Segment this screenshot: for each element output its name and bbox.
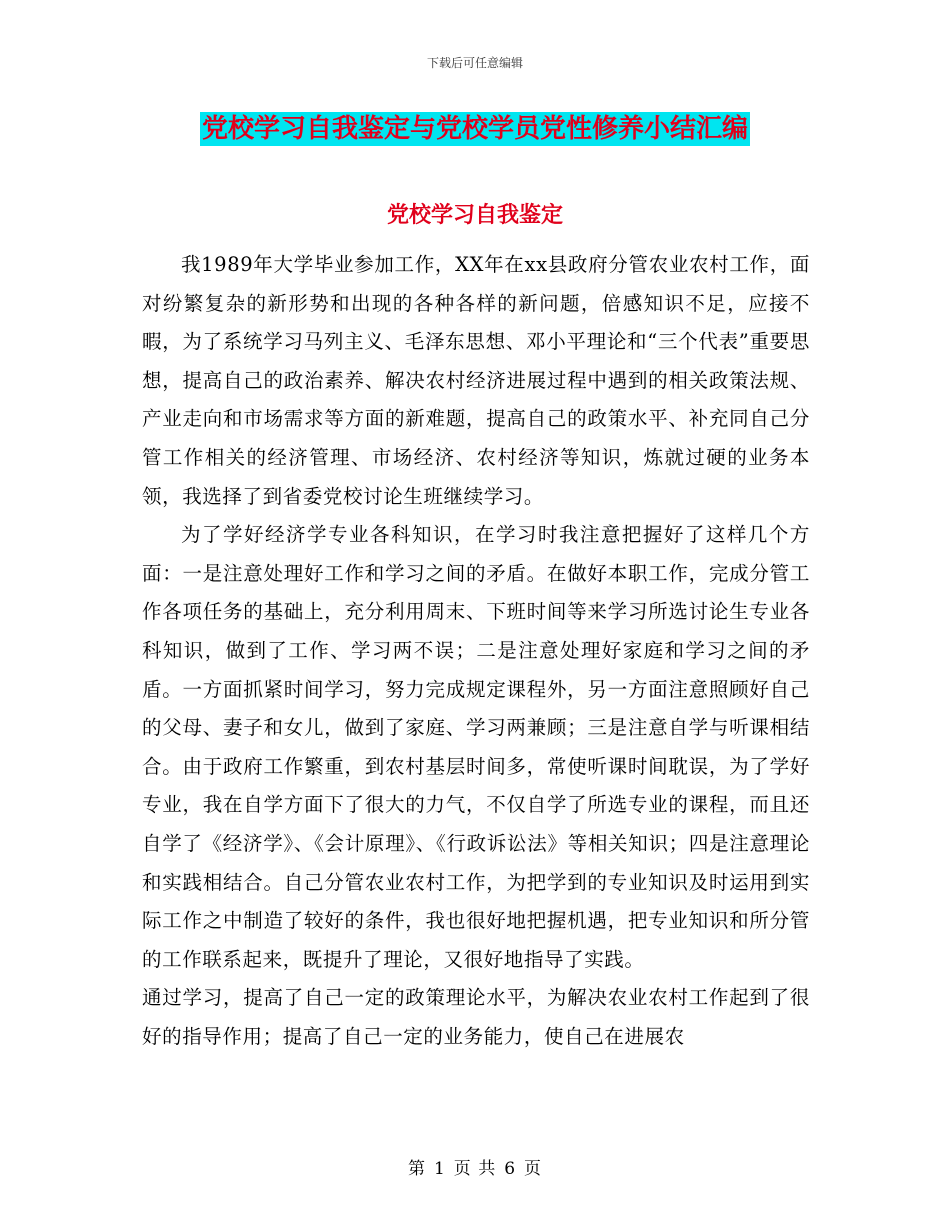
paragraph-3: 通过学习，提高了自己一定的政策理论水平，为解决农业农村工作起到了很好的指导作用；提高了自己一定的业务能力，使自己在进展农 — [142, 986, 810, 1048]
document-title: 党校学习自我鉴定与党校学员党性修养小结汇编 — [201, 114, 748, 144]
header-note: 下载后可任意编辑 — [426, 56, 523, 70]
footer-page-number: 1 — [433, 1159, 446, 1179]
paragraph-1: 我1989年大学毕业参加工作，XX年在xx县政府分管农业农村工作，面对纷繁复杂的新形势和出现的各种各样的新问题，倍感知识不足，应接不暇，为了系统学习马列主义、毛泽东思想、邓小平理论和“三个代表”重要思想，提高自己的政治素养、解决农村经济进展过程中遇到的相关政策法规、产业走向和市场需求等方面的新难题，提高自己的政策水平、补充同自己分管工作相关的经济管理、市场经济、农村经济等知识，炼就过硬的业务本领，我选择了到省委党校讨论生班继续学习。 — [142, 253, 810, 508]
page-footer — [0, 1154, 950, 1179]
paragraph-2: 为了学好经济学专业各科知识，在学习时我注意把握好了这样几个方面：一是注意处理好工作和学习之间的矛盾。在做好本职工作，完成分管工作各项任务的基础上，充分利用周末、下班时间等来学习所选讨论生专业各科知识，做到了工作、学习两不误；二是注意处理好家庭和学习之间的矛盾。一方面抓紧时间学习，努力完成规定课程外，另一方面注意照顾好自己的父母、妻子和女儿，做到了家庭、学习两兼顾；三是注意自学与听课相结合。由于政府工作繁重，到农村基层时间多，常使听课时间耽误，为了学好专业，我在自学方面下了很大的力气，不仅自学了所选专业的课程，而且还自学了《经济学》、《会计原理》、《行政诉讼法》等相关知识；四是注意理论和实践相结合。自己分管农业农村工作，为把学到的专业知识及时运用到实际工作之中制造了较好的条件，我也很好地把握机遇，把专业知识和所分管的工作联系起来，既提升了理论，又很好地指导了实践。 — [142, 523, 810, 971]
footer-suffix: 页 — [524, 1159, 543, 1179]
document-title-container — [0, 112, 950, 146]
footer-middle: 页 共 — [453, 1159, 497, 1179]
footer-total-pages: 6 — [504, 1159, 517, 1179]
section-title: 党校学习自我鉴定 — [386, 202, 563, 228]
footer-prefix: 第 — [407, 1159, 426, 1179]
document-body — [142, 246, 810, 1056]
